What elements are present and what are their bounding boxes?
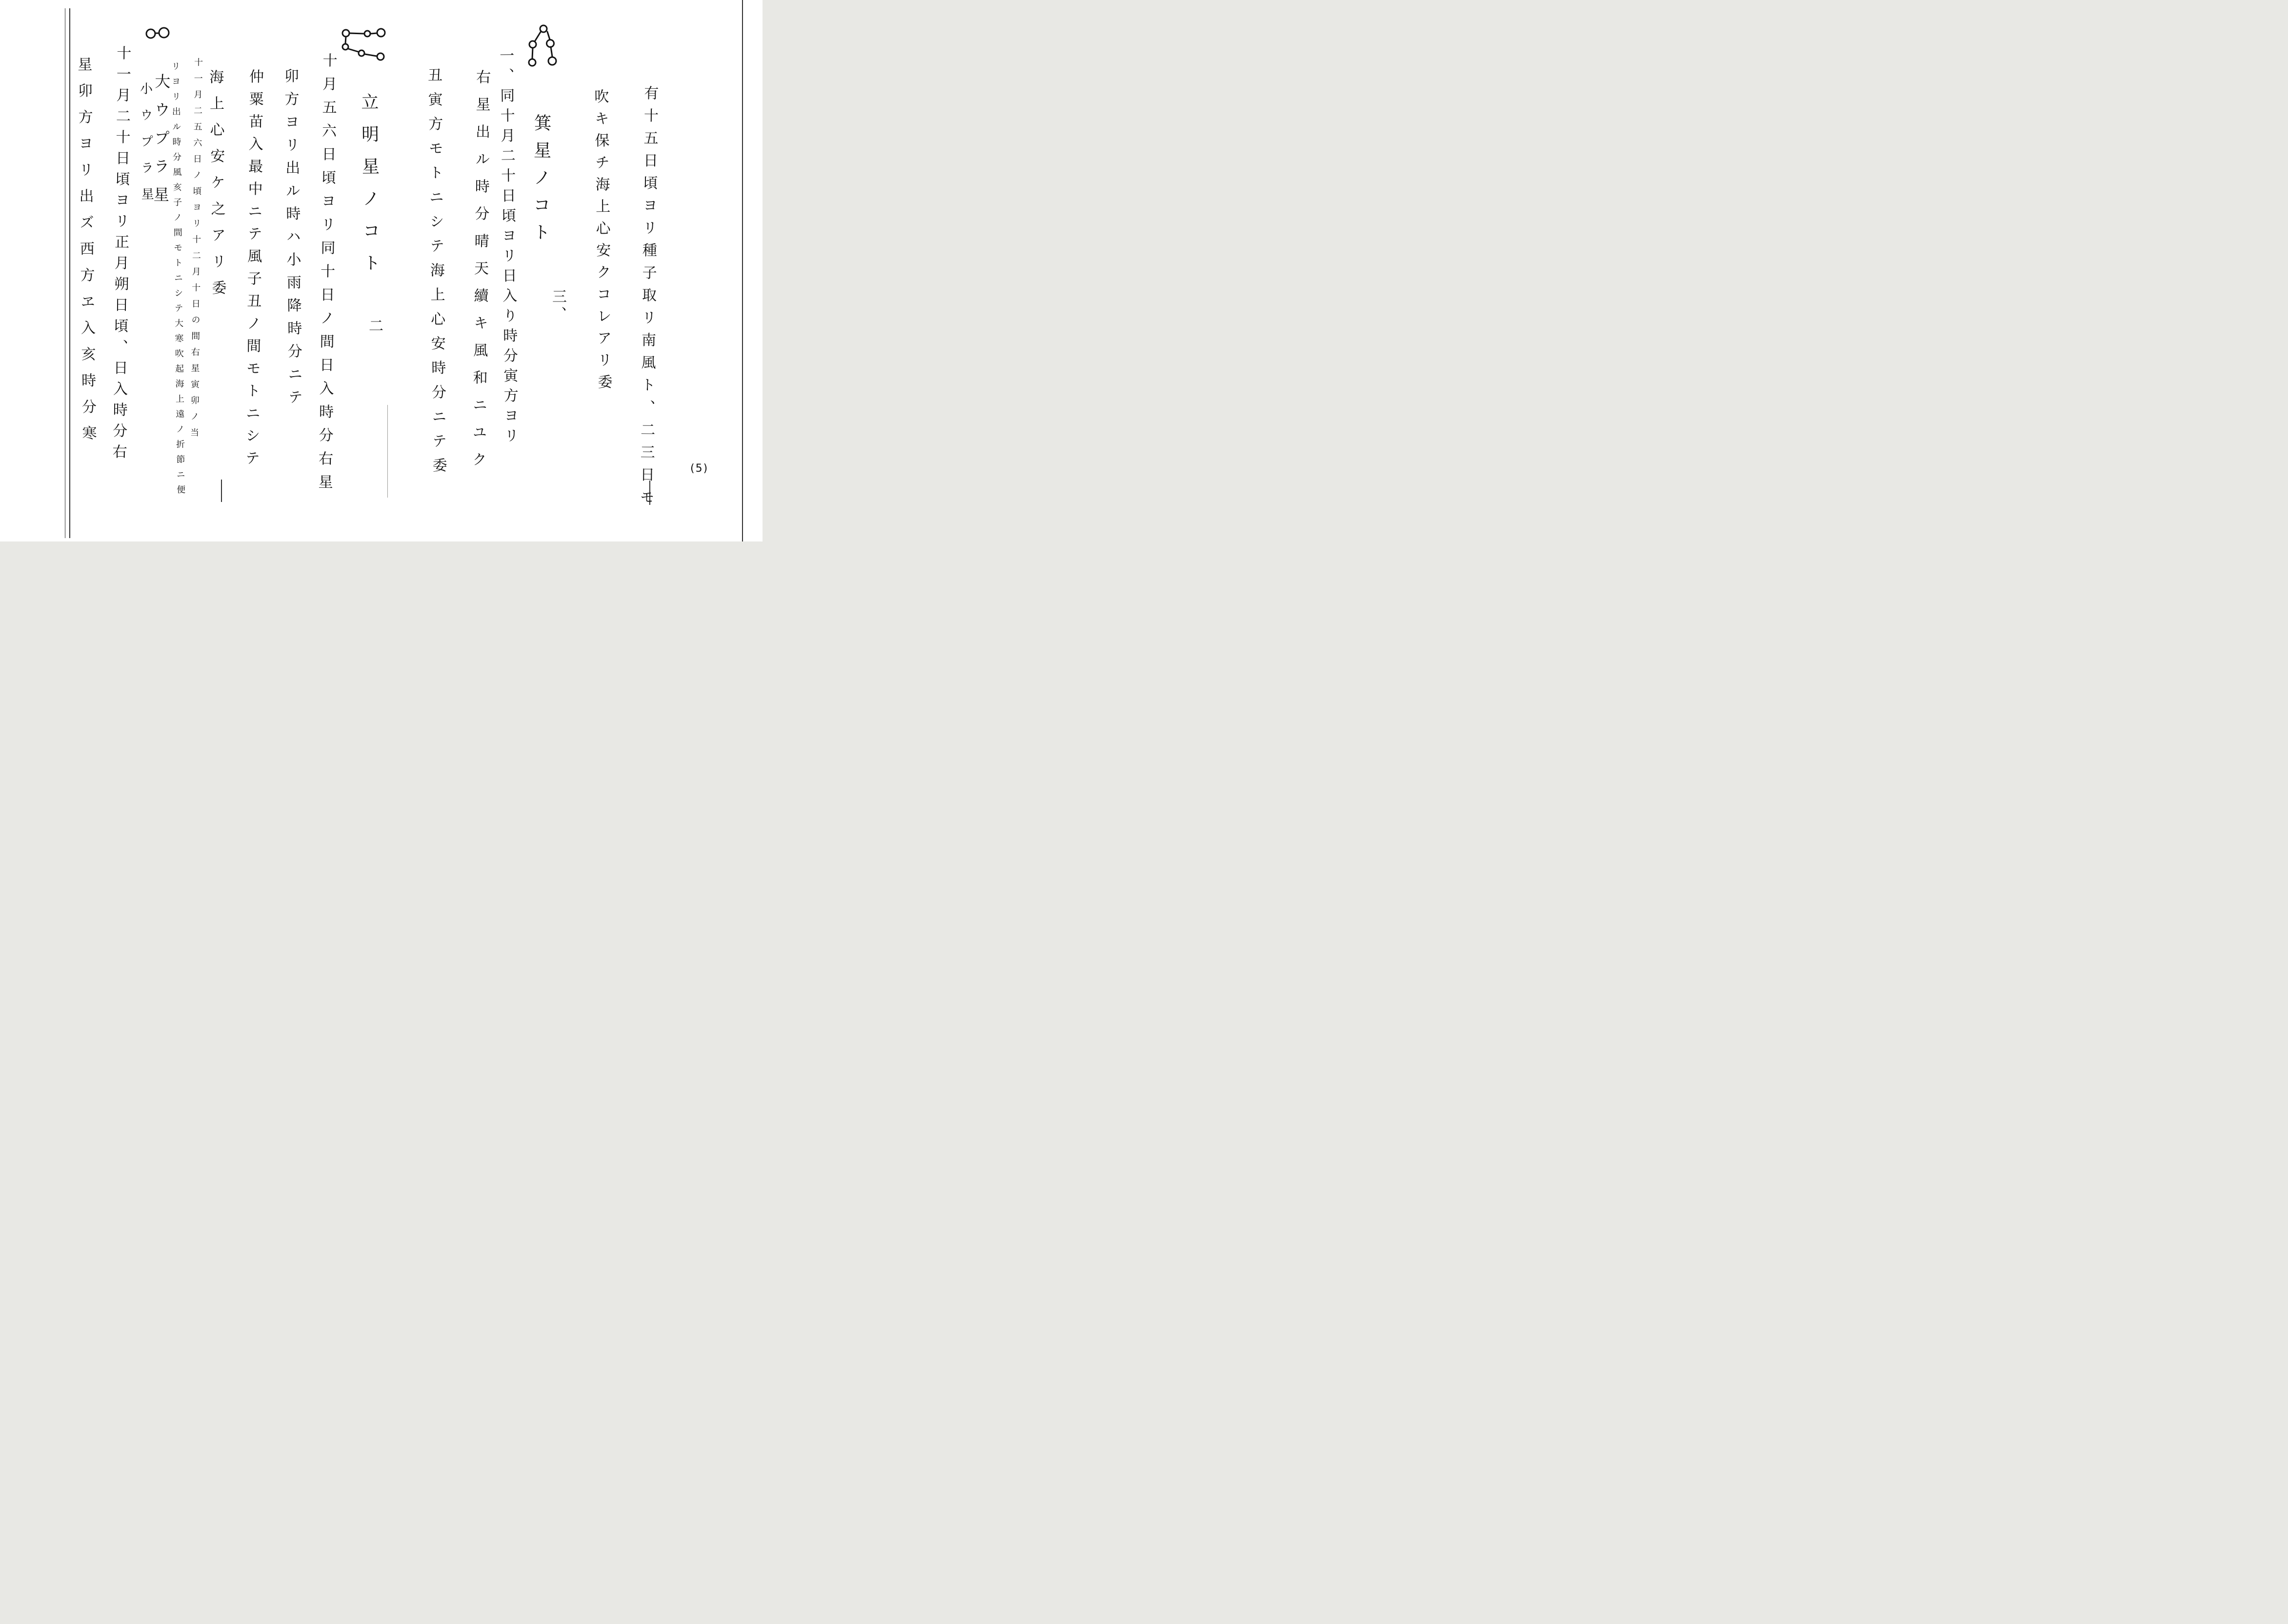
- minoboshi-constellation-sketch: [527, 25, 558, 67]
- star-circle: [377, 53, 384, 60]
- scanned-page: [0, 0, 763, 541]
- star-circle: [146, 29, 155, 38]
- small-note-column: リヨリ出ル時分風亥子ノ間モトニシテ大寒吹起海上遠ノ折節ニ便: [170, 61, 186, 501]
- star-circle: [548, 57, 556, 65]
- fold-crease-mark: [387, 405, 388, 498]
- star-name-large-upura: 大ウプラ星: [151, 73, 171, 215]
- section-number: 三、: [549, 289, 566, 324]
- page-number: (5): [690, 462, 709, 475]
- right-margin-rule: [742, 0, 743, 541]
- text-column: 十月五六日頃ヨリ同十日ノ間日入時分右星: [315, 52, 337, 498]
- star-circle: [547, 40, 554, 47]
- star-circle: [359, 50, 364, 56]
- section-heading-tachiakeboshi: 立明星ノコト: [358, 92, 381, 286]
- section-number: 二: [366, 318, 383, 336]
- text-column: 海上心安ケ之アリ委: [206, 69, 226, 307]
- text-column: 卯方ヨリ出ル時ハ小雨降時分ニテ: [281, 68, 303, 413]
- tachiakeboshi-constellation-sketch: [341, 29, 385, 60]
- section-heading-minoboshi: 箕星ノコト: [530, 113, 552, 251]
- text-column: 仲粟苗入最中ニテ風子丑ノ間モトニシテ: [242, 68, 264, 473]
- star-circle: [159, 28, 169, 38]
- star-circle: [342, 44, 348, 50]
- star-circle: [529, 59, 536, 66]
- upura-pair-star-sketch: [145, 28, 170, 40]
- star-circle: [377, 29, 385, 37]
- left-margin-rule-inner: [69, 8, 70, 538]
- star-circle: [364, 31, 370, 37]
- text-column: 丑寅方モトニシテ海上心安時分ニテ委: [424, 67, 447, 482]
- text-column: 星卯方ヨリ出ズ西方ヱ入亥時分寒: [75, 56, 97, 452]
- text-column: 右星出ル時分晴天續キ風和ニユク: [469, 69, 491, 480]
- small-note-column: 十一月二五六日ノ頃ヨリ十二月十日の間右星寅卯ノ当: [188, 57, 203, 444]
- text-column: 有十五日頃ヨリ種子取リ南風ト、二三日モ: [637, 85, 659, 512]
- text-column: 十一月二十日頃ヨリ正月朔日頃、日入時分右: [109, 45, 131, 465]
- star-name-small-upura: 小ウプラ星: [138, 81, 154, 214]
- star-circle: [342, 30, 349, 37]
- text-column: 一、同十月二十日頃ヨリ日入り時分寅方ヨリ: [496, 47, 519, 448]
- column-end-tick-center: [221, 480, 222, 502]
- text-column: 吹キ保チ海上心安クコレアリ委: [591, 88, 612, 397]
